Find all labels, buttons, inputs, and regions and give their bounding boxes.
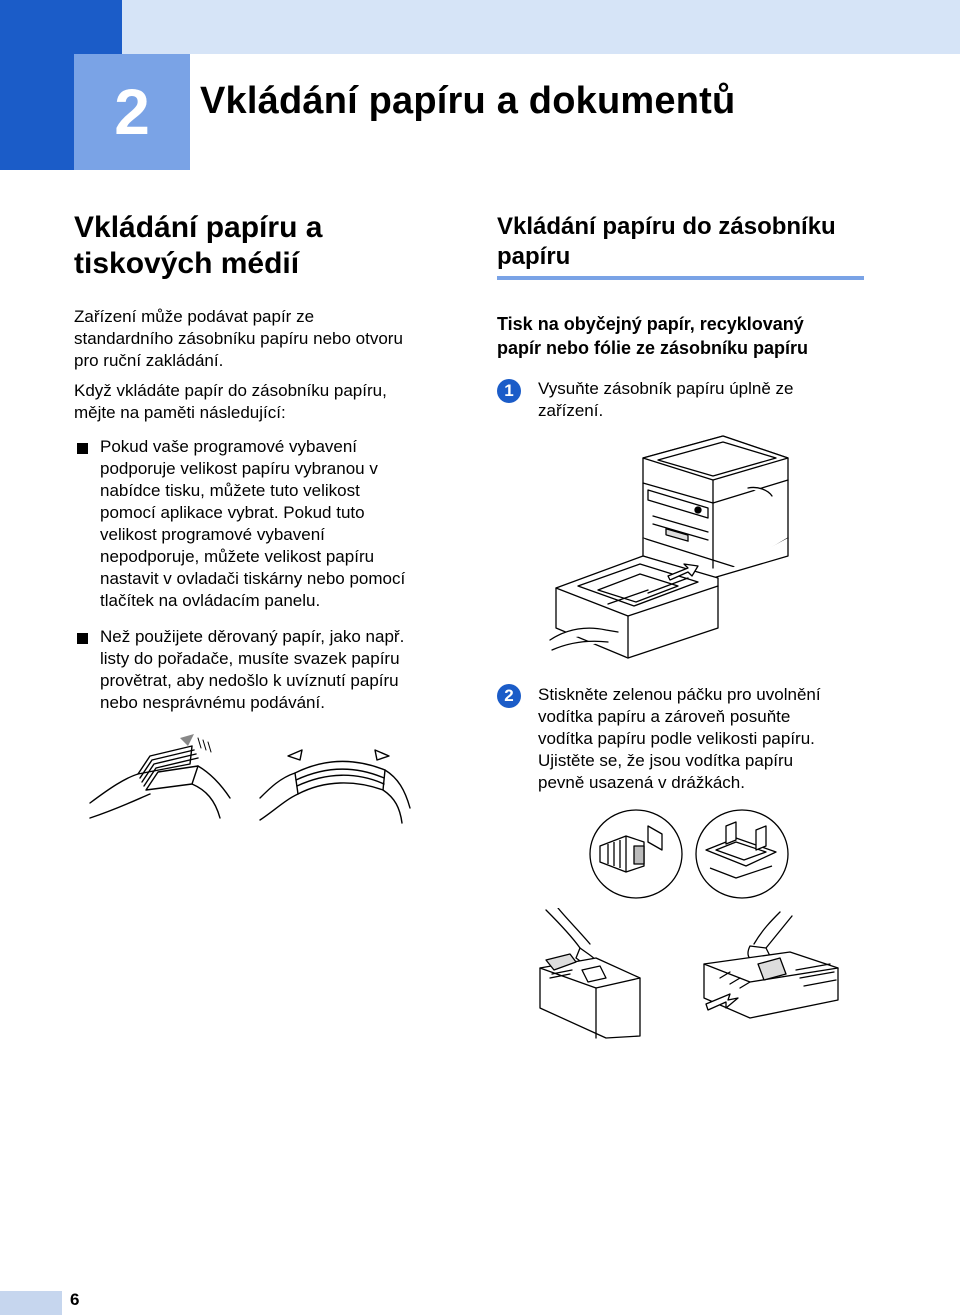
note-paragraph [74, 380, 454, 424]
section-heading-left [74, 210, 454, 282]
text-line: vodítka papíru podle velikosti papíru. [538, 729, 815, 748]
bullet-square-icon [77, 633, 88, 644]
text-line: Stiskněte zelenou páčku pro uvolnění [538, 685, 821, 704]
bullet-text [100, 436, 460, 612]
heading-line: Vkládání papíru a [74, 211, 323, 244]
text-line: vodítka papíru a zároveň posuňte [538, 707, 791, 726]
bullet-item [74, 436, 454, 616]
text-line: listy do pořadače, musíte svazek papíru [100, 649, 400, 668]
heading-line: tiskových médií [74, 247, 300, 280]
text-line: Ujistěte se, že jsou vodítka papíru [538, 751, 794, 770]
bullet-square-icon [77, 443, 88, 454]
heading-line: papíru [497, 243, 571, 270]
text-line: pomocí aplikace vybrat. Pokud tuto [100, 503, 365, 522]
tray-lever-left-illustration [536, 908, 644, 1040]
text-line: pro ruční zakládání. [74, 351, 224, 370]
text-line: mějte na paměti následující: [74, 403, 286, 422]
subsection-heading [497, 312, 877, 360]
text-line: tlačítek na ovládacím panelu. [100, 591, 321, 610]
step-number-badge: 2 [497, 684, 521, 708]
header-band-side [0, 54, 74, 170]
bullet-text [100, 626, 460, 714]
text-line: Zařízení může podávat papír ze [74, 307, 315, 326]
bullet-item [74, 626, 454, 716]
text-line: nastavit v ovladači tiskárny nebo pomocí [100, 569, 406, 588]
text-line: provětrat, aby nedošlo k uvíznutí papíru [100, 671, 399, 690]
text-line: Když vkládáte papír do zásobníku papíru, [74, 381, 387, 400]
heading-underline [497, 276, 864, 280]
step-number-badge: 1 [497, 379, 521, 403]
text-line: nebo nesprávnému podávání. [100, 693, 325, 712]
text-line: podporuje velikost papíru vybranou v [100, 459, 378, 478]
text-line: Vysuňte zásobník papíru úplně ze [538, 379, 794, 398]
tray-lever-right-illustration [700, 908, 840, 1028]
step-text [538, 378, 868, 422]
header-band-dark [0, 0, 122, 54]
text-line: Pokud vaše programové vybavení [100, 437, 358, 456]
heading-line: Tisk na obyčejný papír, recyklovaný [497, 314, 804, 334]
chapter-title: Vkládání papíru a dokumentů [200, 80, 736, 122]
heading-line: Vkládání papíru do zásobníku [497, 213, 836, 240]
header-band-light [122, 0, 960, 54]
paper-guide-closeup-illustration [586, 806, 792, 902]
step-text [538, 684, 868, 794]
page-number: 6 [70, 1290, 80, 1309]
printer-tray-illustration [548, 428, 818, 660]
text-line: Než použijete děrovaný papír, jako např. [100, 627, 405, 646]
text-line: velikost programové vybavení [100, 525, 325, 544]
text-line: nepodporuje, můžete velikost papíru [100, 547, 375, 566]
fan-paper-illustration [80, 728, 420, 828]
text-line: nabídce tisku, můžete tuto velikost [100, 481, 360, 500]
intro-paragraph [74, 306, 454, 372]
text-line: zařízení. [538, 401, 604, 420]
footer-bar [0, 1291, 62, 1315]
text-line: pevně usazená v drážkách. [538, 773, 745, 792]
chapter-number: 2 [74, 54, 190, 170]
text-line: standardního zásobníku papíru nebo otvoru [74, 329, 403, 348]
section-heading-right [497, 212, 877, 272]
heading-line: papír nebo fólie ze zásobníku papíru [497, 338, 809, 358]
